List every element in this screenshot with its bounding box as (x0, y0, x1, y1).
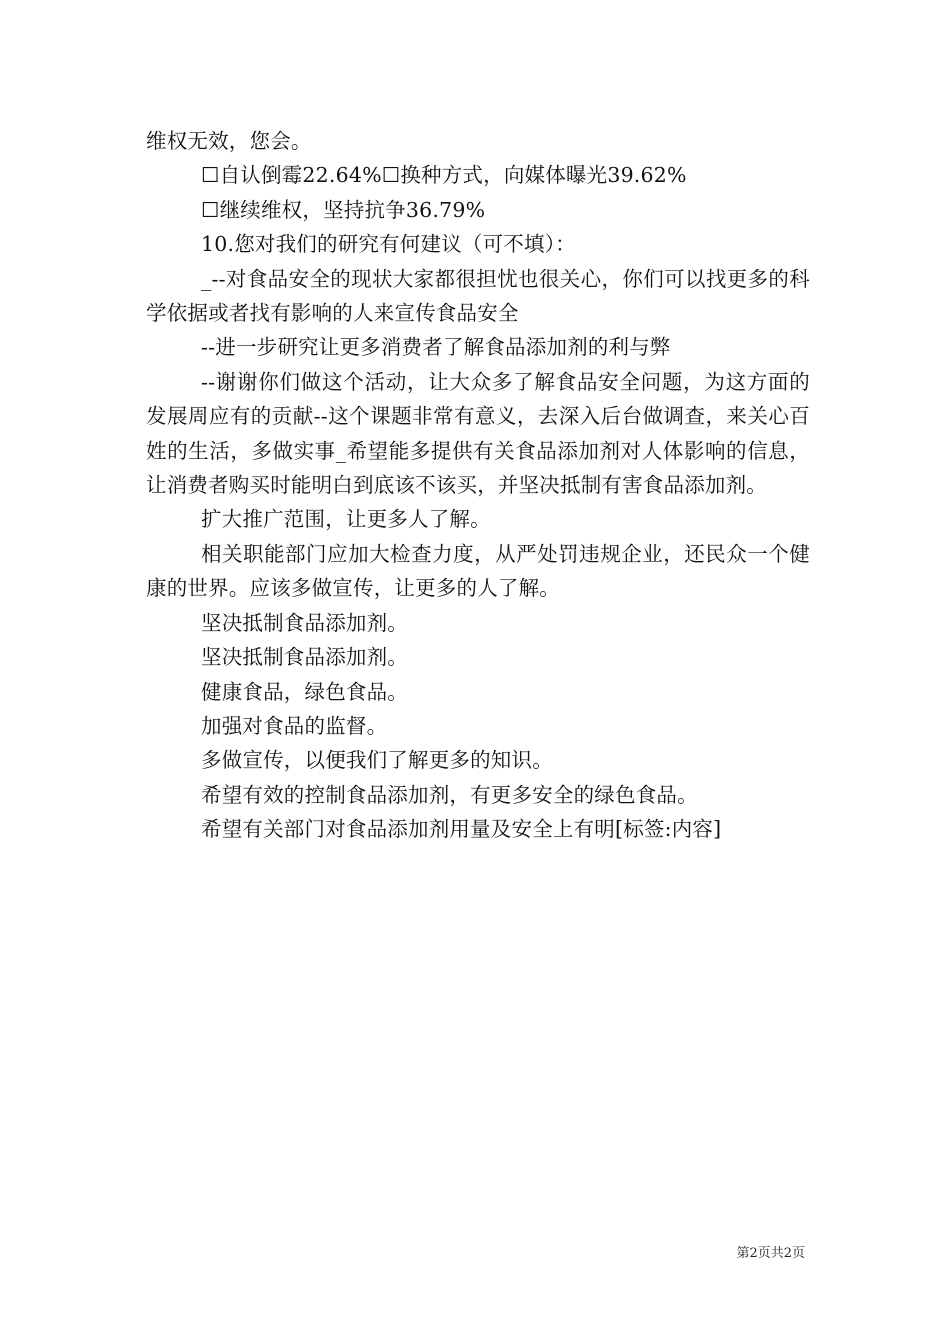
paragraph: 多做宣传，以便我们了解更多的知识。 (201, 748, 553, 773)
document-body (146, 124, 810, 847)
paragraph: --进一步研究让更多消费者了解食品添加剂的利与弊 (201, 335, 671, 360)
paragraph: 维权无效，您会。 (146, 129, 312, 153)
paragraph: 加强对食品的监督。 (201, 713, 388, 738)
page-number-footer: 第2页共2页 (736, 1246, 805, 1261)
paragraph: _--对食品安全的现状大家都很担忧也很关心，你们可以找更多的科学依据或者找有影响的人来宣传食品安全 (146, 266, 810, 326)
paragraph: 希望有效的控制食品添加剂，有更多安全的绿色食品。 (201, 782, 698, 807)
paragraph: 健康食品，绿色食品。 (201, 679, 408, 704)
paragraph: 相关职能部门应加大检查力度，从严处罚违规企业，还民众一个健康的世界。应该多做宣传，让更多的人了解。 (146, 541, 810, 601)
paragraph: 希望有关部门对食品添加剂用量及安全上有明[标签:内容] (201, 817, 722, 842)
survey-option-line: ☐继续维权，坚持抗争36.79% (201, 197, 486, 222)
paragraph: 扩大推广范围，让更多人了解。 (201, 507, 491, 532)
paragraph: 坚决抵制食品添加剂。 (201, 610, 408, 635)
paragraph: --谢谢你们做这个活动，让大众多了解食品安全问题，为这方面的发展周应有的贡献--这个课题非常有意义，去深入后台做调查，来关心百姓的生活，多做实事_希望能多提供有关食品添加剂对人体影响的信息，让消费者购买时能明白到底该不该买，并坚决抵制有害食品添加剂。 (146, 369, 810, 498)
survey-option-line: ☐自认倒霉22.64%☐换种方式，向媒体曝光39.62% (201, 163, 687, 188)
survey-question: 10.您对我们的研究有何建议（可不填）： (201, 232, 576, 257)
paragraph: 坚决抵制食品添加剂。 (201, 645, 408, 670)
